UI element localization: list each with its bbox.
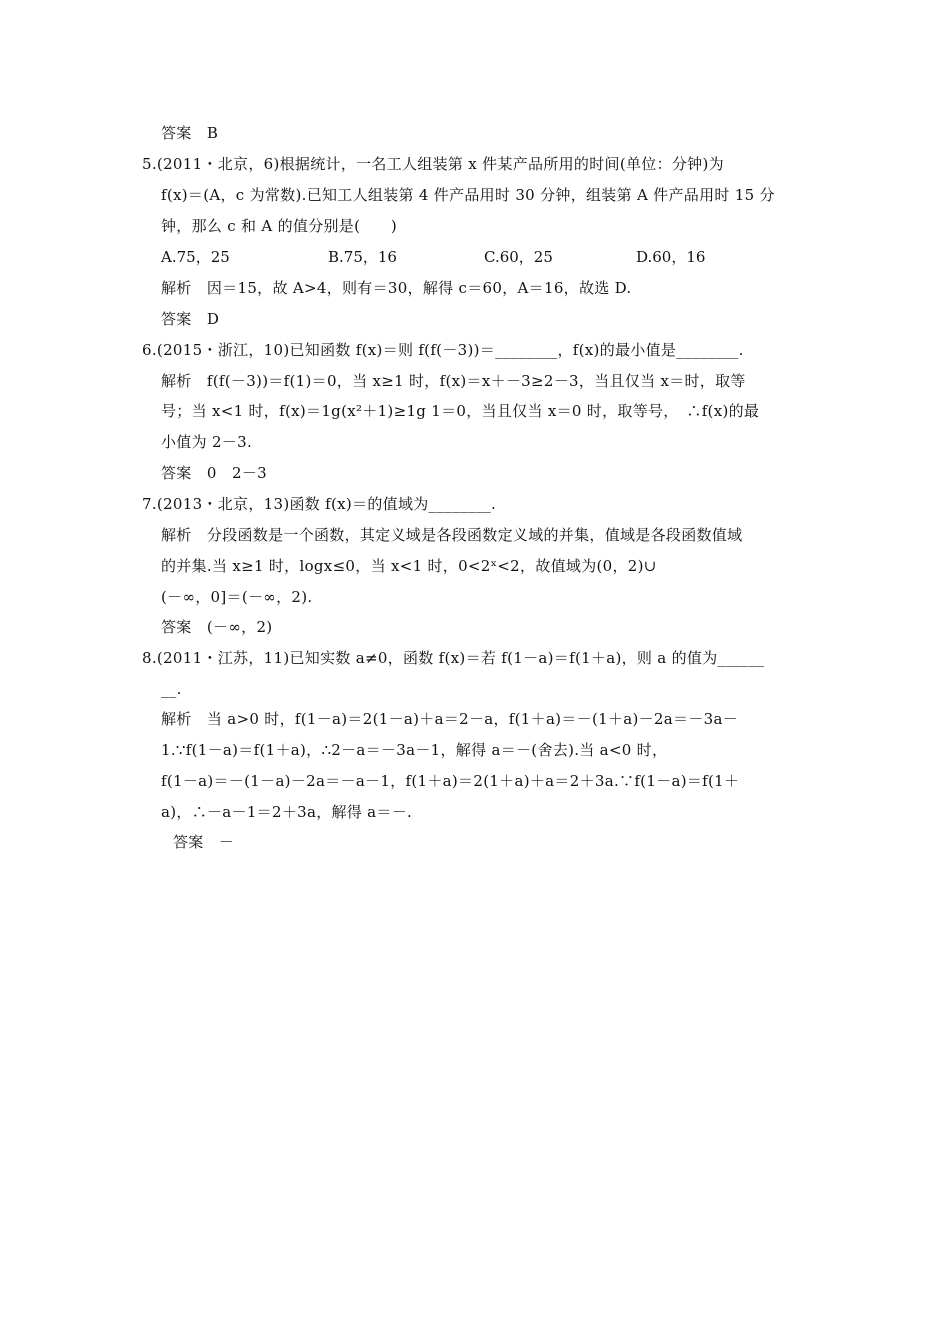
analysis-8-line-3: f(1－a)＝－(1－a)－2a＝－a－1，f(1＋a)＝2(1＋a)＋a＝2＋3a.∵f(1－a)＝f(1＋ (161, 772, 740, 790)
problem-6: 6.(2015・浙江，10)已知函数 f(x)＝则 f(f(－3))＝________，f(x)的最小值是________. (142, 341, 744, 359)
analysis-8-line-1: 解析 当 a>0 时，f(1－a)＝2(1－a)＋a＝2－a，f(1＋a)＝－(1＋a)－2a＝－3a－ (161, 710, 739, 728)
analysis-8-line-4: a)，∴－a－1＝2＋3a，解得 a＝－. (161, 803, 413, 821)
problem-8-line-2: __. (161, 680, 182, 698)
analysis-7-line-1: 解析 分段函数是一个函数，其定义域是各段函数定义域的并集，值域是各段函数值域 (161, 526, 743, 544)
option-b: B.75，16 (328, 248, 397, 266)
problem-7: 7.(2013・北京，13)函数 f(x)＝的值域为________. (142, 495, 497, 513)
analysis-6-line-1: 解析 f(f(－3))＝f(1)＝0，当 x≥1 时，f(x)＝x＋－3≥2－3，当且仅当 x＝时，取等 (161, 372, 746, 390)
answer-7: 答案 (－∞，2) (161, 618, 273, 636)
problem-5-line-2: f(x)＝(A，c 为常数).已知工人组装第 4 件产品用时 30 分钟，组装第 A 件产品用时 15 分 (161, 186, 775, 204)
analysis-8-line-2: 1.∵f(1－a)＝f(1＋a)，∴2－a＝－3a－1，解得 a＝－(舍去).当 a<0 时， (161, 741, 668, 759)
analysis-7-line-3: (－∞，0]＝(－∞，2). (161, 588, 313, 606)
problem-5-line-1: 5.(2011・北京，6)根据统计，一名工人组装第 x 件某产品所用的时间(单位：分钟)为 (142, 155, 724, 173)
analysis-6-line-3: 小值为 2－3. (161, 433, 253, 451)
answer-6: 答案 0 2－3 (161, 464, 268, 482)
answer-4: 答案 B (161, 124, 219, 142)
problem-8-line-1: 8.(2011・江苏，11)已知实数 a≠0，函数 f(x)＝若 f(1－a)＝f(1＋a)，则 a 的值为______ (142, 649, 765, 667)
analysis-7-line-2: 的并集.当 x≥1 时，logx≤0，当 x<1 时，0<2ˣ<2，故值域为(0，2)∪ (161, 557, 657, 575)
option-d: D.60，16 (636, 248, 706, 266)
problem-5-line-3: 钟，那么 c 和 A 的值分别是( ) (161, 217, 398, 235)
option-c: C.60，25 (484, 248, 553, 266)
answer-8: 答案 － (173, 833, 235, 851)
option-a: A.75，25 (161, 248, 230, 266)
analysis-6-line-2: 号；当 x<1 时，f(x)＝1g(x²＋1)≥1g 1＝0，当且仅当 x＝0 时，取等号， ∴f(x)的最 (161, 402, 760, 420)
answer-5: 答案 D (161, 310, 220, 328)
analysis-5: 解析 因＝15，故 A>4，则有＝30，解得 c＝60，A＝16，故选 D. (161, 279, 632, 297)
